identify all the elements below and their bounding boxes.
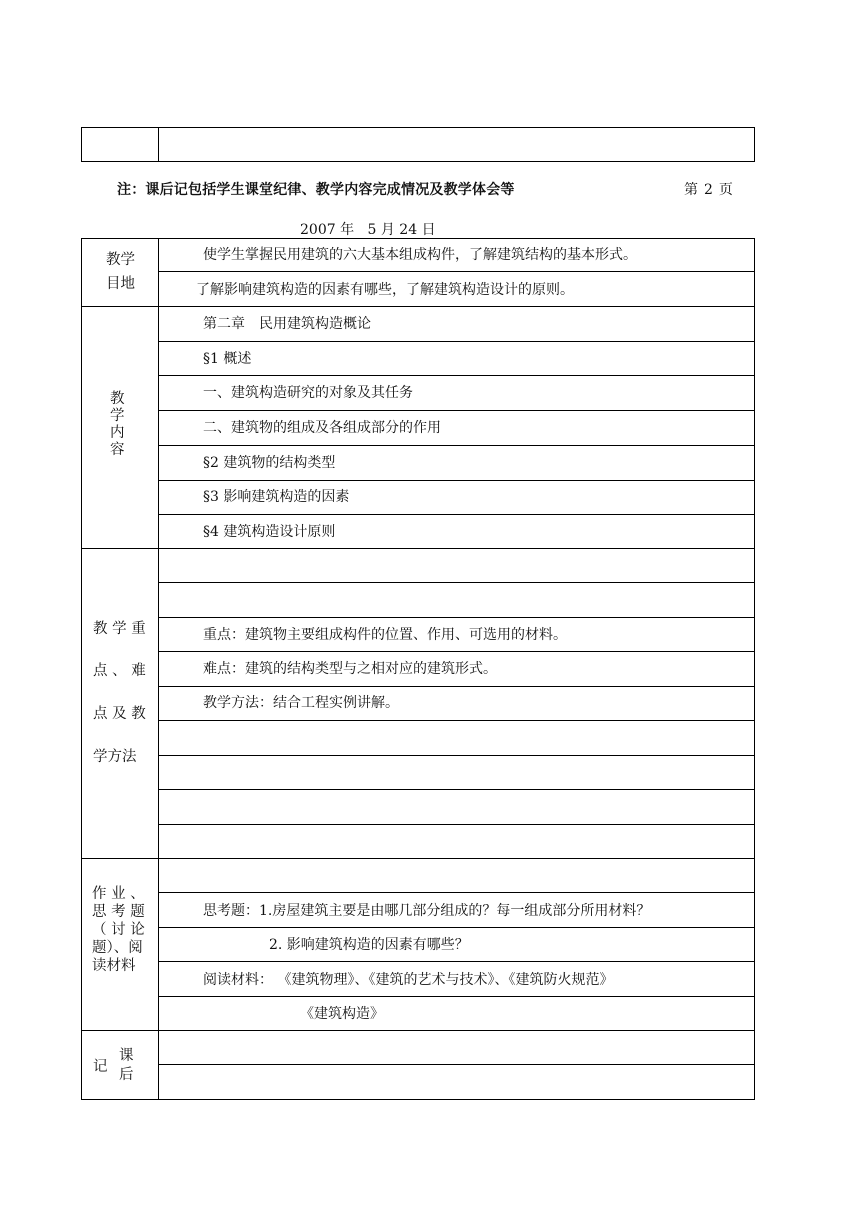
previous-table-fragment <box>81 127 755 162</box>
content-row: §4 建筑构造设计原则 <box>203 524 336 540</box>
content-label-char: 教 <box>110 391 125 407</box>
date-year: 2007 <box>300 222 336 238</box>
keypoints-label-line: 教 学 重 <box>93 621 146 637</box>
objectives-label-line1: 教学 <box>106 252 135 268</box>
page-number-value: 2 <box>704 182 713 198</box>
content-row: 二、建筑物的组成及各组成部分的作用 <box>203 420 441 436</box>
homework-row: 2. 影响建筑构造的因素有哪些？ <box>269 937 469 953</box>
homework-label <box>92 885 145 975</box>
homework-label-line: 思 考 题 <box>92 904 145 920</box>
content-row: 第二章 民用建筑构造概论 <box>203 316 371 332</box>
homework-row: 阅读材料： 《建筑物理》、《建筑的艺术与技术》、《建筑防火规范》 <box>203 972 614 988</box>
afterclass-label-ke: 课 <box>119 1048 134 1064</box>
homework-label-line: 读材料 <box>92 958 136 974</box>
content-row: §1 概述 <box>203 351 252 367</box>
homework-row: 《建筑构造》 <box>300 1006 384 1022</box>
lesson-plan-table <box>81 238 755 1100</box>
page-suffix: 页 <box>718 182 733 198</box>
keypoints-label-line: 学方法 <box>93 749 137 765</box>
objectives-line1: 使学生掌握民用建筑的六大基本组成构件，了解建筑结构的基本形式。 <box>203 247 637 263</box>
homework-label-line: 题）、阅 <box>92 940 143 956</box>
afterclass-label-ji: 记 <box>93 1059 108 1075</box>
content-row: §2 建筑物的结构类型 <box>203 455 336 471</box>
content-row: §3 影响建筑构造的因素 <box>203 489 350 505</box>
date-month-unit: 月 <box>380 222 395 238</box>
footnote: 注：课后记包括学生课堂纪律、教学内容完成情况及教学体会等 <box>117 182 515 198</box>
keypoints-label-line: 点 、 难 <box>93 663 146 679</box>
date-day-unit: 日 <box>421 222 436 238</box>
page-number <box>681 179 736 199</box>
homework-label-line: （ 讨 论 <box>92 922 145 938</box>
keypoints-label-line: 点 及 教 <box>93 706 146 722</box>
page-prefix: 第 <box>684 182 698 198</box>
homework-label-line: 作 业 、 <box>92 886 145 902</box>
keypoints-row: 教学方法：结合工程实例讲解。 <box>203 695 399 711</box>
lesson-date <box>300 219 436 239</box>
content-label-char: 学 <box>110 408 125 424</box>
keypoints-row: 重点：建筑物主要组成构件的位置、作用、可选用的材料。 <box>203 627 567 643</box>
label-column-divider <box>158 239 159 1099</box>
objectives-label-line2: 目地 <box>106 276 135 292</box>
content-label-char: 容 <box>110 442 125 458</box>
keypoints-row: 难点：建筑的结构类型与之相对应的建筑形式。 <box>203 661 497 677</box>
date-month: 5 <box>367 222 377 238</box>
homework-row: 思考题：1.房屋建筑主要是由哪几部分组成的？每一组成部分所用材料？ <box>203 903 651 919</box>
table-divider <box>158 128 159 161</box>
date-day: 24 <box>399 222 418 238</box>
objectives-line2: 了解影响建筑构造的因素有哪些，了解建筑构造设计的原则。 <box>196 282 574 298</box>
content-label-char: 内 <box>110 425 125 441</box>
content-label <box>110 391 125 459</box>
date-year-unit: 年 <box>340 222 355 238</box>
afterclass-label-hou: 后 <box>119 1067 134 1083</box>
content-row: 一、建筑构造研究的对象及其任务 <box>203 385 413 401</box>
